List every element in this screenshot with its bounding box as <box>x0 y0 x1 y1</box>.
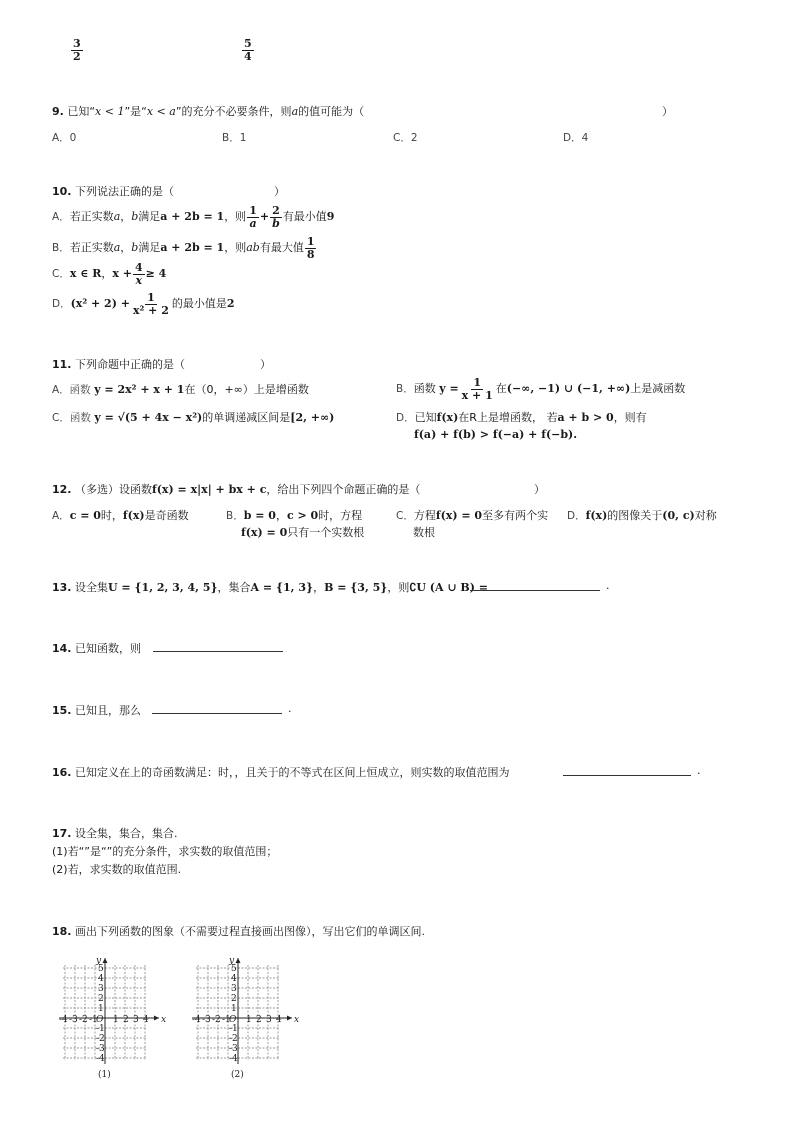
x-tick-label: -1 <box>89 1015 98 1025</box>
math: + <box>259 210 270 224</box>
x-tick-label: -4 <box>192 1015 201 1025</box>
text: 若正实数 <box>69 241 114 255</box>
math: f(x) <box>122 509 145 522</box>
x-tick-label: -3 <box>69 1015 78 1025</box>
option-c <box>396 507 548 523</box>
question-11-stem <box>52 356 185 372</box>
option-d <box>567 507 717 523</box>
y-axis-label: y <box>96 956 102 966</box>
question-number: 14. <box>52 642 72 655</box>
option-b-line2 <box>241 524 364 540</box>
math: a <box>113 210 121 224</box>
question-number: 18. <box>52 925 72 938</box>
text: 时，方程 <box>318 509 363 522</box>
math: c = 0 <box>69 509 101 522</box>
question-15-stem <box>52 702 141 718</box>
question-10-close: ） <box>274 185 285 198</box>
frac-num: 1 <box>473 376 482 389</box>
text: ， <box>120 241 132 255</box>
question-16-stem <box>52 764 510 780</box>
answer-blank[interactable] <box>153 641 283 652</box>
y-tick-label: 1 <box>98 1004 104 1014</box>
question-10-stem <box>52 183 174 199</box>
x-tick-label: 3 <box>133 1015 139 1025</box>
text: 的值可能为（ <box>298 105 365 118</box>
answer-blank[interactable] <box>470 580 600 591</box>
question-number: 9. <box>52 105 64 118</box>
y-tick-label: -2 <box>96 1034 105 1044</box>
question-number: 11. <box>52 358 72 371</box>
question-13-stem <box>52 579 488 595</box>
fraction <box>247 205 259 229</box>
option-label: D． <box>567 510 586 522</box>
text: 满足 <box>138 241 161 255</box>
graph-caption: (2) <box>231 1070 244 1080</box>
math: a <box>291 105 299 118</box>
graph-caption: (1) <box>98 1070 111 1080</box>
math: a + 2b = 1 <box>160 210 225 224</box>
math: f(x) = x|x| + bx + c <box>152 483 267 496</box>
math: f(x) <box>585 509 608 522</box>
x-axis-label: x <box>161 1015 167 1025</box>
frac-num: 2 <box>272 204 280 217</box>
math: A = {1, 3} <box>250 581 314 594</box>
option-a <box>52 507 189 523</box>
text: 已知“ <box>67 105 96 118</box>
text: 只有一个实数根 <box>287 526 365 539</box>
y-axis-label: y <box>229 956 235 966</box>
option-label: B． <box>52 242 70 255</box>
option-label: A． <box>52 510 70 522</box>
origin-label: O <box>229 1015 237 1025</box>
question-number: 16. <box>52 766 72 779</box>
option-b <box>52 236 317 260</box>
x-axis-arrow <box>154 1016 159 1021</box>
math: c > 0 <box>286 509 319 522</box>
answer-blank[interactable] <box>152 703 282 714</box>
option-label: B． <box>226 510 244 522</box>
text: 已知 <box>414 411 437 424</box>
frac-den: x + 1 <box>461 388 493 402</box>
math: (0, c) <box>662 509 695 522</box>
option-a <box>52 205 334 229</box>
text: 已知函数，则 <box>75 642 141 655</box>
option-label: A．函数 <box>52 384 91 396</box>
math: a + 2b = 1 <box>160 241 225 255</box>
frac-num: 5 <box>244 37 252 50</box>
x-tick-label: -2 <box>79 1015 88 1025</box>
option-d: D．4 <box>563 132 589 144</box>
math: U = {1, 2, 3, 4, 5} <box>108 581 218 594</box>
x-tick-label: 4 <box>276 1015 282 1025</box>
text: 已知且，那么 <box>75 704 141 717</box>
text: ，则 <box>387 581 410 594</box>
x-tick-label: -3 <box>202 1015 211 1025</box>
y-tick-label: -3 <box>229 1044 238 1054</box>
x-tick-label: 2 <box>123 1015 129 1025</box>
math: x < a <box>146 105 176 118</box>
math: a <box>113 241 121 255</box>
y-tick-label: 3 <box>98 984 104 994</box>
text: 若正实数 <box>69 210 114 224</box>
y-tick-label: 4 <box>98 974 104 984</box>
y-tick-label: -1 <box>96 1024 105 1034</box>
text: ”的充分不必要条件，则 <box>175 105 292 118</box>
option-label: C． <box>396 510 414 522</box>
text: 是奇函数 <box>144 509 189 522</box>
option-d-conclusion: f(a) + f(b) > f(−a) + f(−b). <box>414 428 578 441</box>
text: 在（0，+∞）上是增函数 <box>184 383 309 396</box>
question-17-stem <box>52 825 178 841</box>
math: (x² + 2) + <box>70 297 130 311</box>
option-c <box>52 262 166 286</box>
text: ，则有 <box>613 411 647 424</box>
question-11-close: ） <box>260 358 271 371</box>
text: 上是减函数 <box>630 382 686 396</box>
y-tick-label: 5 <box>98 964 104 974</box>
y-tick-label: -1 <box>229 1024 238 1034</box>
frac-den: b <box>272 216 280 230</box>
text: 已知定义在上的奇函数满足：时，，且关于的不等式在区间上恒成立，则实数的取值范围为 <box>75 766 510 779</box>
period: . <box>606 579 610 592</box>
math: B = {3, 5} <box>324 581 388 594</box>
frac-num: 1 <box>306 235 315 248</box>
y-tick-label: 2 <box>98 994 104 1004</box>
y-tick-label: -4 <box>229 1054 238 1064</box>
question-number: 10. <box>52 185 72 198</box>
text: 下列说法正确的是（ <box>75 185 174 198</box>
math: ≥ 4 <box>145 267 167 281</box>
coordinate-grid-1 <box>50 940 175 1085</box>
option-c-line2: 数根 <box>413 526 435 539</box>
question-18-stem <box>52 923 425 939</box>
math: x ∈ R <box>69 267 102 281</box>
x-tick-label: -2 <box>212 1015 221 1025</box>
y-tick-label: -3 <box>96 1044 105 1054</box>
y-tick-label: 3 <box>231 984 237 994</box>
math: ∁U (A ∪ B) = <box>409 581 488 594</box>
text: 方程 <box>413 509 436 522</box>
text: ，给出下列四个命题正确的是（ <box>266 483 421 496</box>
question-number: 12. <box>52 483 72 496</box>
text: 画出下列函数的图象（不需要过程直接画出图像），写出它们的单调区间. <box>75 925 425 938</box>
text: ， <box>275 509 287 522</box>
math: y = <box>439 382 459 396</box>
text: 有最小值 <box>282 210 327 224</box>
frac-num: 1 <box>147 291 155 304</box>
y-axis-arrow <box>103 958 108 963</box>
text: 在 <box>495 382 507 396</box>
frac-den: 4 <box>244 49 252 63</box>
y-tick-label: 4 <box>231 974 237 984</box>
period: . <box>697 764 701 777</box>
frac-num: 3 <box>73 37 81 50</box>
math: (−∞, −1) ∪ (−1, +∞) <box>506 382 631 396</box>
x-axis-arrow <box>287 1016 292 1021</box>
origin-label: O <box>96 1015 104 1025</box>
fraction <box>270 205 282 229</box>
text: （多选）设函数 <box>75 483 152 496</box>
option-b: B．1 <box>222 132 247 144</box>
math: ab <box>246 241 260 255</box>
math: f(x) = 0 <box>241 526 288 539</box>
frac-num: 1 <box>249 204 257 217</box>
text: 有最大值 <box>259 241 304 255</box>
x-tick-label: 4 <box>143 1015 149 1025</box>
math: b <box>131 210 139 224</box>
question-17-part-1: (1)若“”是“”的充分条件，求实数的取值范围； <box>52 845 278 858</box>
question-9-close: ） <box>662 105 673 118</box>
math: a + b > 0 <box>557 411 614 424</box>
text: 下列命题中正确的是（ <box>75 358 185 371</box>
option-label: C．函数 <box>52 412 91 424</box>
x-tick-label: 1 <box>113 1015 119 1025</box>
fraction <box>460 377 495 401</box>
text: 的最小值是 <box>171 297 227 311</box>
math: b = 0 <box>243 509 276 522</box>
text: 对称 <box>694 509 717 522</box>
math: y = √(5 + 4x − x²) <box>94 411 203 424</box>
text: 时， <box>100 509 123 522</box>
y-tick-label: 5 <box>231 964 237 974</box>
question-9-stem <box>52 103 364 119</box>
text: 设全集，集合，集合. <box>75 827 178 840</box>
option-b <box>396 377 685 401</box>
text: ， <box>120 210 132 224</box>
math: x + <box>112 267 132 281</box>
option-d <box>396 409 647 425</box>
text: 在R上是增函数， <box>458 411 543 424</box>
option-label: B． <box>396 383 414 396</box>
y-tick-label: 1 <box>231 1004 237 1014</box>
x-tick-label: 2 <box>256 1015 262 1025</box>
fraction <box>133 262 145 286</box>
math: 2 <box>226 297 235 311</box>
frac-den: a <box>249 216 257 230</box>
period: . <box>288 702 292 715</box>
option-label: C． <box>52 268 70 281</box>
text: ， <box>313 581 325 594</box>
frac-num: 4 <box>134 261 143 274</box>
math: b <box>131 241 139 255</box>
option-a: A．0 <box>52 132 77 144</box>
math: f(x) <box>436 411 459 424</box>
text: 至多有两个实 <box>482 509 549 522</box>
option-label: A． <box>52 211 70 224</box>
y-axis-arrow <box>236 958 241 963</box>
option-c: C．2 <box>393 132 418 144</box>
text: ”是“ <box>124 105 147 118</box>
option-label: D． <box>52 298 71 311</box>
y-tick-label: -2 <box>229 1034 238 1044</box>
frac-den: x² + 2 <box>132 303 169 317</box>
text: ，则 <box>224 241 247 255</box>
question-number: 15. <box>52 704 72 717</box>
question-17-part-2: (2)若，求实数的取值范围. <box>52 863 182 876</box>
top-fraction-2 <box>241 38 255 62</box>
text: 若 <box>546 411 558 424</box>
fraction <box>131 292 171 316</box>
x-tick-label: 3 <box>266 1015 272 1025</box>
question-14-stem <box>52 640 141 656</box>
option-b <box>226 507 362 523</box>
coordinate-grid-2 <box>183 940 308 1085</box>
answer-blank[interactable] <box>563 765 691 776</box>
text: ， <box>101 267 113 281</box>
question-number: 13. <box>52 581 72 594</box>
math: x < 1 <box>95 105 125 118</box>
math: f(x) = 0 <box>435 509 483 522</box>
text: 的单调递减区间是 <box>202 411 291 424</box>
question-number: 17. <box>52 827 72 840</box>
frac-den: 2 <box>73 49 81 63</box>
option-c <box>52 409 334 425</box>
frac-den: x <box>135 273 143 287</box>
y-tick-label: 2 <box>231 994 237 1004</box>
top-fraction-1 <box>70 38 84 62</box>
x-tick-label: -4 <box>59 1015 68 1025</box>
x-tick-label: 1 <box>246 1015 252 1025</box>
option-d <box>52 292 235 316</box>
frac-den: 8 <box>306 247 315 261</box>
y-tick-label: -4 <box>96 1054 105 1064</box>
x-tick-label: -1 <box>222 1015 231 1025</box>
math: [2, +∞) <box>290 411 335 424</box>
question-12-close: ） <box>534 483 545 496</box>
text: 的图像关于 <box>607 509 663 522</box>
fraction <box>305 236 317 260</box>
text: 设全集 <box>75 581 108 594</box>
math: y = 2x² + x + 1 <box>94 383 185 396</box>
text: ，集合 <box>217 581 251 594</box>
text: 函数 <box>413 382 436 396</box>
text: 满足 <box>138 210 161 224</box>
option-a <box>52 381 309 397</box>
text: ，则 <box>224 210 247 224</box>
option-label: D． <box>396 412 415 424</box>
math: 9 <box>326 210 335 224</box>
question-12-stem <box>52 481 420 497</box>
x-axis-label: x <box>294 1015 300 1025</box>
